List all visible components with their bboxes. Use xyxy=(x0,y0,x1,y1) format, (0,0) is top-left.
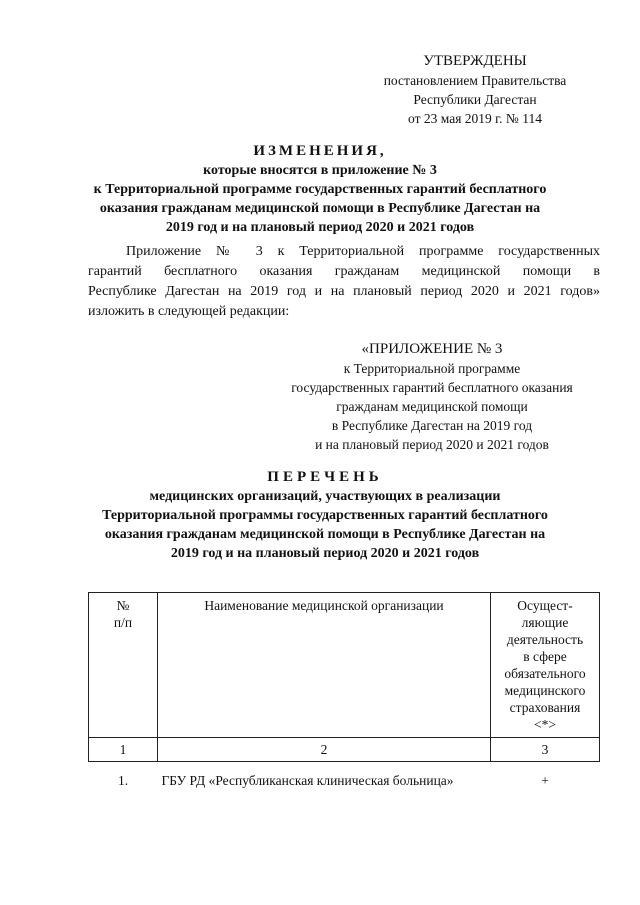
header-number: № п/п xyxy=(89,593,158,738)
column-number: 1 xyxy=(89,738,158,762)
appendix-line: в Республике Дагестан на 2019 год xyxy=(331,418,533,433)
heading-line: которые вносятся в приложение № 3 xyxy=(203,163,437,178)
list-heading-line: 2019 год и на плановый период 2020 и 2021 годов xyxy=(170,546,480,561)
changes-title: ИЗМЕНЕНИЯ, xyxy=(253,143,387,159)
heading-line: 2019 год и на плановый период 2020 и 2021 годов xyxy=(165,220,475,235)
list-heading xyxy=(60,468,590,563)
paragraph-line: изложить в следующей редакции: xyxy=(88,304,290,319)
heading-line: к Территориальной программе государственных гарантий бесплатного xyxy=(93,182,547,197)
paragraph-line: гарантий бесплатного оказания гражданам медицинской помощи в xyxy=(88,264,600,279)
table-header-row xyxy=(89,593,600,738)
row-number: 1. xyxy=(117,773,129,788)
table-row xyxy=(89,762,600,794)
paragraph-line: Республике Дагестан на 2019 год и на плановый период 2020 и 2021 годов» xyxy=(88,284,600,299)
column-number: 3 xyxy=(491,738,600,762)
list-heading-line: Территориальной программы государственных гарантий бесплатного xyxy=(102,508,548,523)
column-number: 2 xyxy=(158,738,491,762)
appendix-line: к Территориальной программе xyxy=(343,361,521,376)
list-heading-line: оказания гражданам медицинской помощи в Республике Дагестан на xyxy=(104,527,546,542)
appendix-title: «ПРИЛОЖЕНИЕ № 3 xyxy=(361,341,503,357)
heading-line: оказания гражданам медицинской помощи в Республике Дагестан на xyxy=(99,201,541,216)
row-oms-mark: + xyxy=(541,773,549,788)
appendix-line: гражданам медицинской помощи xyxy=(336,399,528,414)
approval-title: УТВЕРЖДЕНЫ xyxy=(423,53,527,69)
appendix-line: государственных гарантий бесплатного оказания xyxy=(291,380,573,395)
appendix-block xyxy=(262,340,602,454)
appendix-line: и на плановый период 2020 и 2021 годов xyxy=(315,437,549,452)
intro-paragraph xyxy=(88,242,600,322)
list-heading-line: медицинских организаций, участвующих в реализации xyxy=(149,489,501,504)
header-oms-participation: Осущест- ляющие деятельность в сфере обязательного медицинского страхования <*> xyxy=(491,593,600,738)
approval-stamp xyxy=(360,52,590,128)
approval-date: от 23 мая 2019 г. № 114 xyxy=(408,111,542,126)
row-organization-name: ГБУ РД «Республиканская клиническая больница» xyxy=(161,773,454,788)
column-number-row xyxy=(89,738,600,762)
paragraph-line: Приложение № 3 к Территориальной программе государственных xyxy=(126,244,600,259)
approval-line: Республики Дагестан xyxy=(413,92,537,107)
approval-line: постановлением Правительства xyxy=(383,73,567,88)
organizations-table xyxy=(88,592,600,793)
list-title: ПЕРЕЧЕНЬ xyxy=(267,469,383,485)
changes-heading xyxy=(70,142,570,237)
header-organization-name: Наименование медицинской организации xyxy=(158,593,491,738)
